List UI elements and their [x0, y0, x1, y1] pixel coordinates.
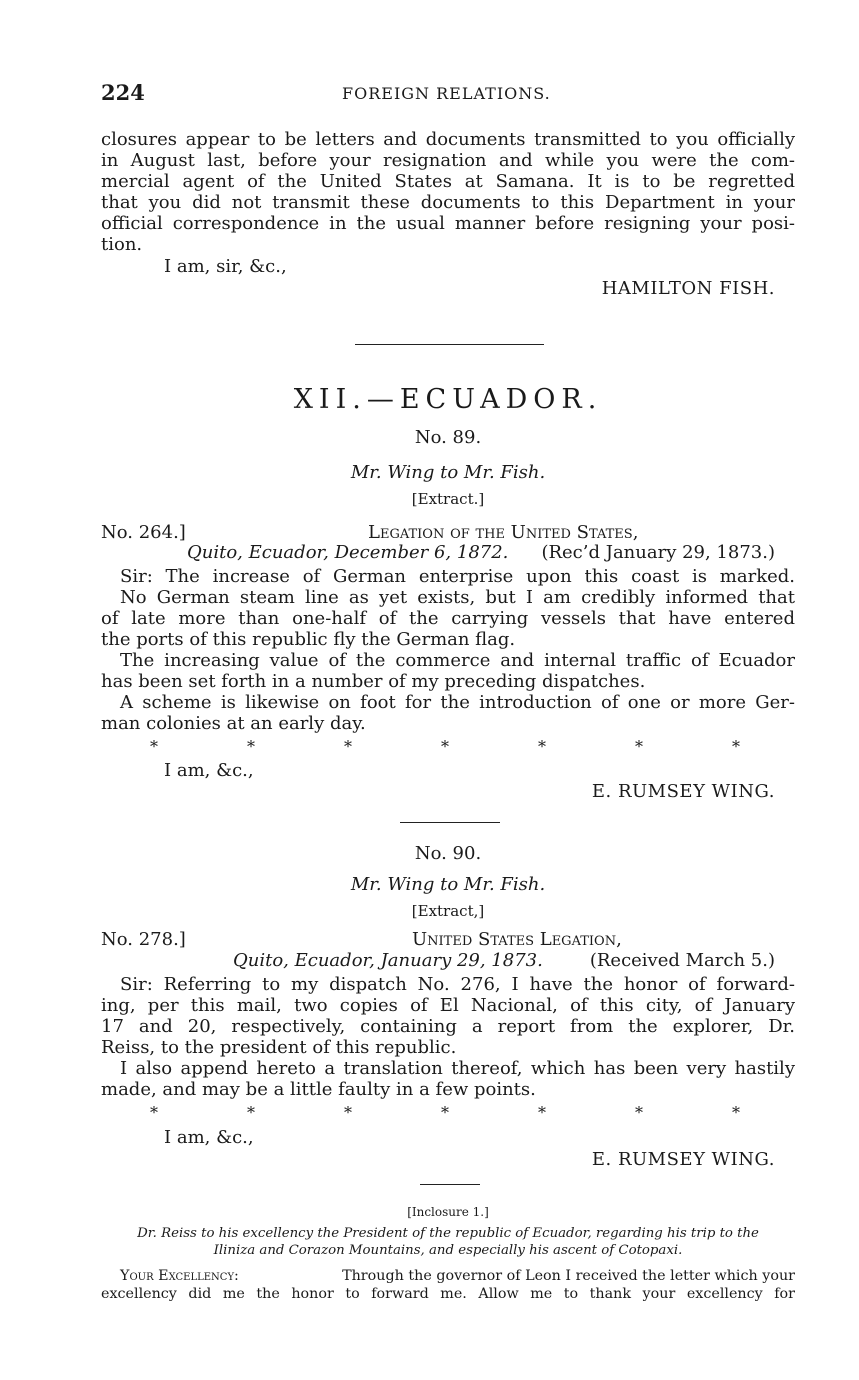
place-date: Quito, Ecuador, January 29, 1873.: [233, 950, 543, 971]
star: *: [247, 1103, 255, 1122]
text-line: closures appear to be letters and documents transmitted to you officially: [101, 129, 795, 150]
signature: E. RUMSEY WING.: [591, 781, 775, 802]
running-title: FOREIGN RELATIONS.: [342, 84, 551, 103]
document-note: [Extract.]: [411, 490, 485, 508]
star: *: [538, 1103, 546, 1122]
star: *: [247, 737, 255, 756]
star: *: [441, 1103, 449, 1122]
text-line: ing, per this mail, two copies of El Nacional, of this city, of January: [101, 995, 795, 1016]
text-line: I also append hereto a translation thereof, which has been very hastily: [120, 1058, 795, 1079]
star: *: [344, 737, 352, 756]
signature: HAMILTON FISH.: [601, 278, 775, 299]
star: *: [635, 737, 643, 756]
inclosure-text: Through the governor of Leon I received the letter which your: [342, 1268, 795, 1284]
section-title: XII.—ECUADOR.: [293, 384, 603, 415]
ellipsis-stars: [150, 737, 740, 756]
document-number: No. 89.: [414, 427, 482, 448]
divider: [400, 822, 500, 823]
dispatch-reference: No. 264.]: [101, 522, 186, 543]
star: *: [344, 1103, 352, 1122]
text-line: Sir: The increase of German enterprise upon this coast is marked.: [120, 566, 795, 587]
sender-line: Legation of the United States,: [368, 522, 639, 543]
text-line: the ports of this republic fly the German flag.: [101, 629, 516, 650]
star: *: [732, 1103, 740, 1122]
star: *: [150, 737, 158, 756]
text-line: No German steam line as yet exists, but I am credibly informed that: [120, 587, 795, 608]
document-number: No. 90.: [414, 843, 482, 864]
star: *: [150, 1103, 158, 1122]
text-line: that you did not transmit these documents to this Department in your: [101, 192, 795, 213]
inclosure-text-line: excellency did me the honor to forward me. Allow me to thank your excellency for: [101, 1286, 795, 1302]
received-date: (Rec’d January 29, 1873.): [541, 542, 775, 563]
text-line: man colonies at an early day.: [101, 713, 366, 734]
closing: I am, &c.,: [164, 760, 254, 781]
document-note: [Extract,]: [411, 902, 485, 920]
inclosure-caption: Dr. Reiss to his excellency the President of the republic of Ecuador, regarding his trip to the: [137, 1226, 759, 1241]
page-number: 224: [101, 80, 145, 105]
document-heading: Mr. Wing to Mr. Fish.: [350, 874, 546, 895]
sender-line: United States Legation,: [412, 929, 622, 950]
text-line: Sir: Referring to my dispatch No. 276, I have the honor of forward-: [120, 974, 795, 995]
text-line: official correspondence in the usual manner before resigning your posi-: [101, 213, 795, 234]
text-line: of late more than one-half of the carrying vessels that have entered: [101, 608, 795, 629]
text-line: has been set forth in a number of my preceding dispatches.: [101, 671, 646, 692]
text-line: mercial agent of the United States at Samana. It is to be regretted: [101, 171, 795, 192]
star: *: [538, 737, 546, 756]
text-line: The increasing value of the commerce and internal traffic of Ecuador: [120, 650, 795, 671]
divider: [355, 344, 544, 345]
document-heading: Mr. Wing to Mr. Fish.: [350, 462, 546, 483]
star: *: [441, 737, 449, 756]
place-date: Quito, Ecuador, December 6, 1872.: [187, 542, 509, 563]
dispatch-reference: No. 278.]: [101, 929, 186, 950]
inclosure-text-line: [120, 1268, 795, 1284]
text-line: in August last, before your resignation and while you were the com-: [101, 150, 795, 171]
received-date: (Received March 5.): [589, 950, 775, 971]
signature: E. RUMSEY WING.: [591, 1149, 775, 1170]
inclosure-caption: Iliniza and Corazon Mountains, and especially his ascent of Cotopaxi.: [213, 1243, 683, 1258]
text-line: A scheme is likewise on foot for the introduction of one or more Ger-: [120, 692, 795, 713]
text-line: tion.: [101, 234, 143, 255]
text-line: Reiss, to the president of this republic.: [101, 1037, 457, 1058]
closing: I am, sir, &c.,: [164, 256, 287, 277]
divider: [420, 1184, 480, 1185]
inclosure-label: [Inclosure 1.]: [407, 1205, 489, 1219]
salutation: Your Excellency:: [120, 1268, 239, 1284]
star: *: [732, 737, 740, 756]
text-line: 17 and 20, respectively, containing a report from the explorer, Dr.: [101, 1016, 795, 1037]
star: *: [635, 1103, 643, 1122]
ellipsis-stars: [150, 1103, 740, 1122]
text-line: made, and may be a little faulty in a few points.: [101, 1079, 536, 1100]
closing: I am, &c.,: [164, 1127, 254, 1148]
